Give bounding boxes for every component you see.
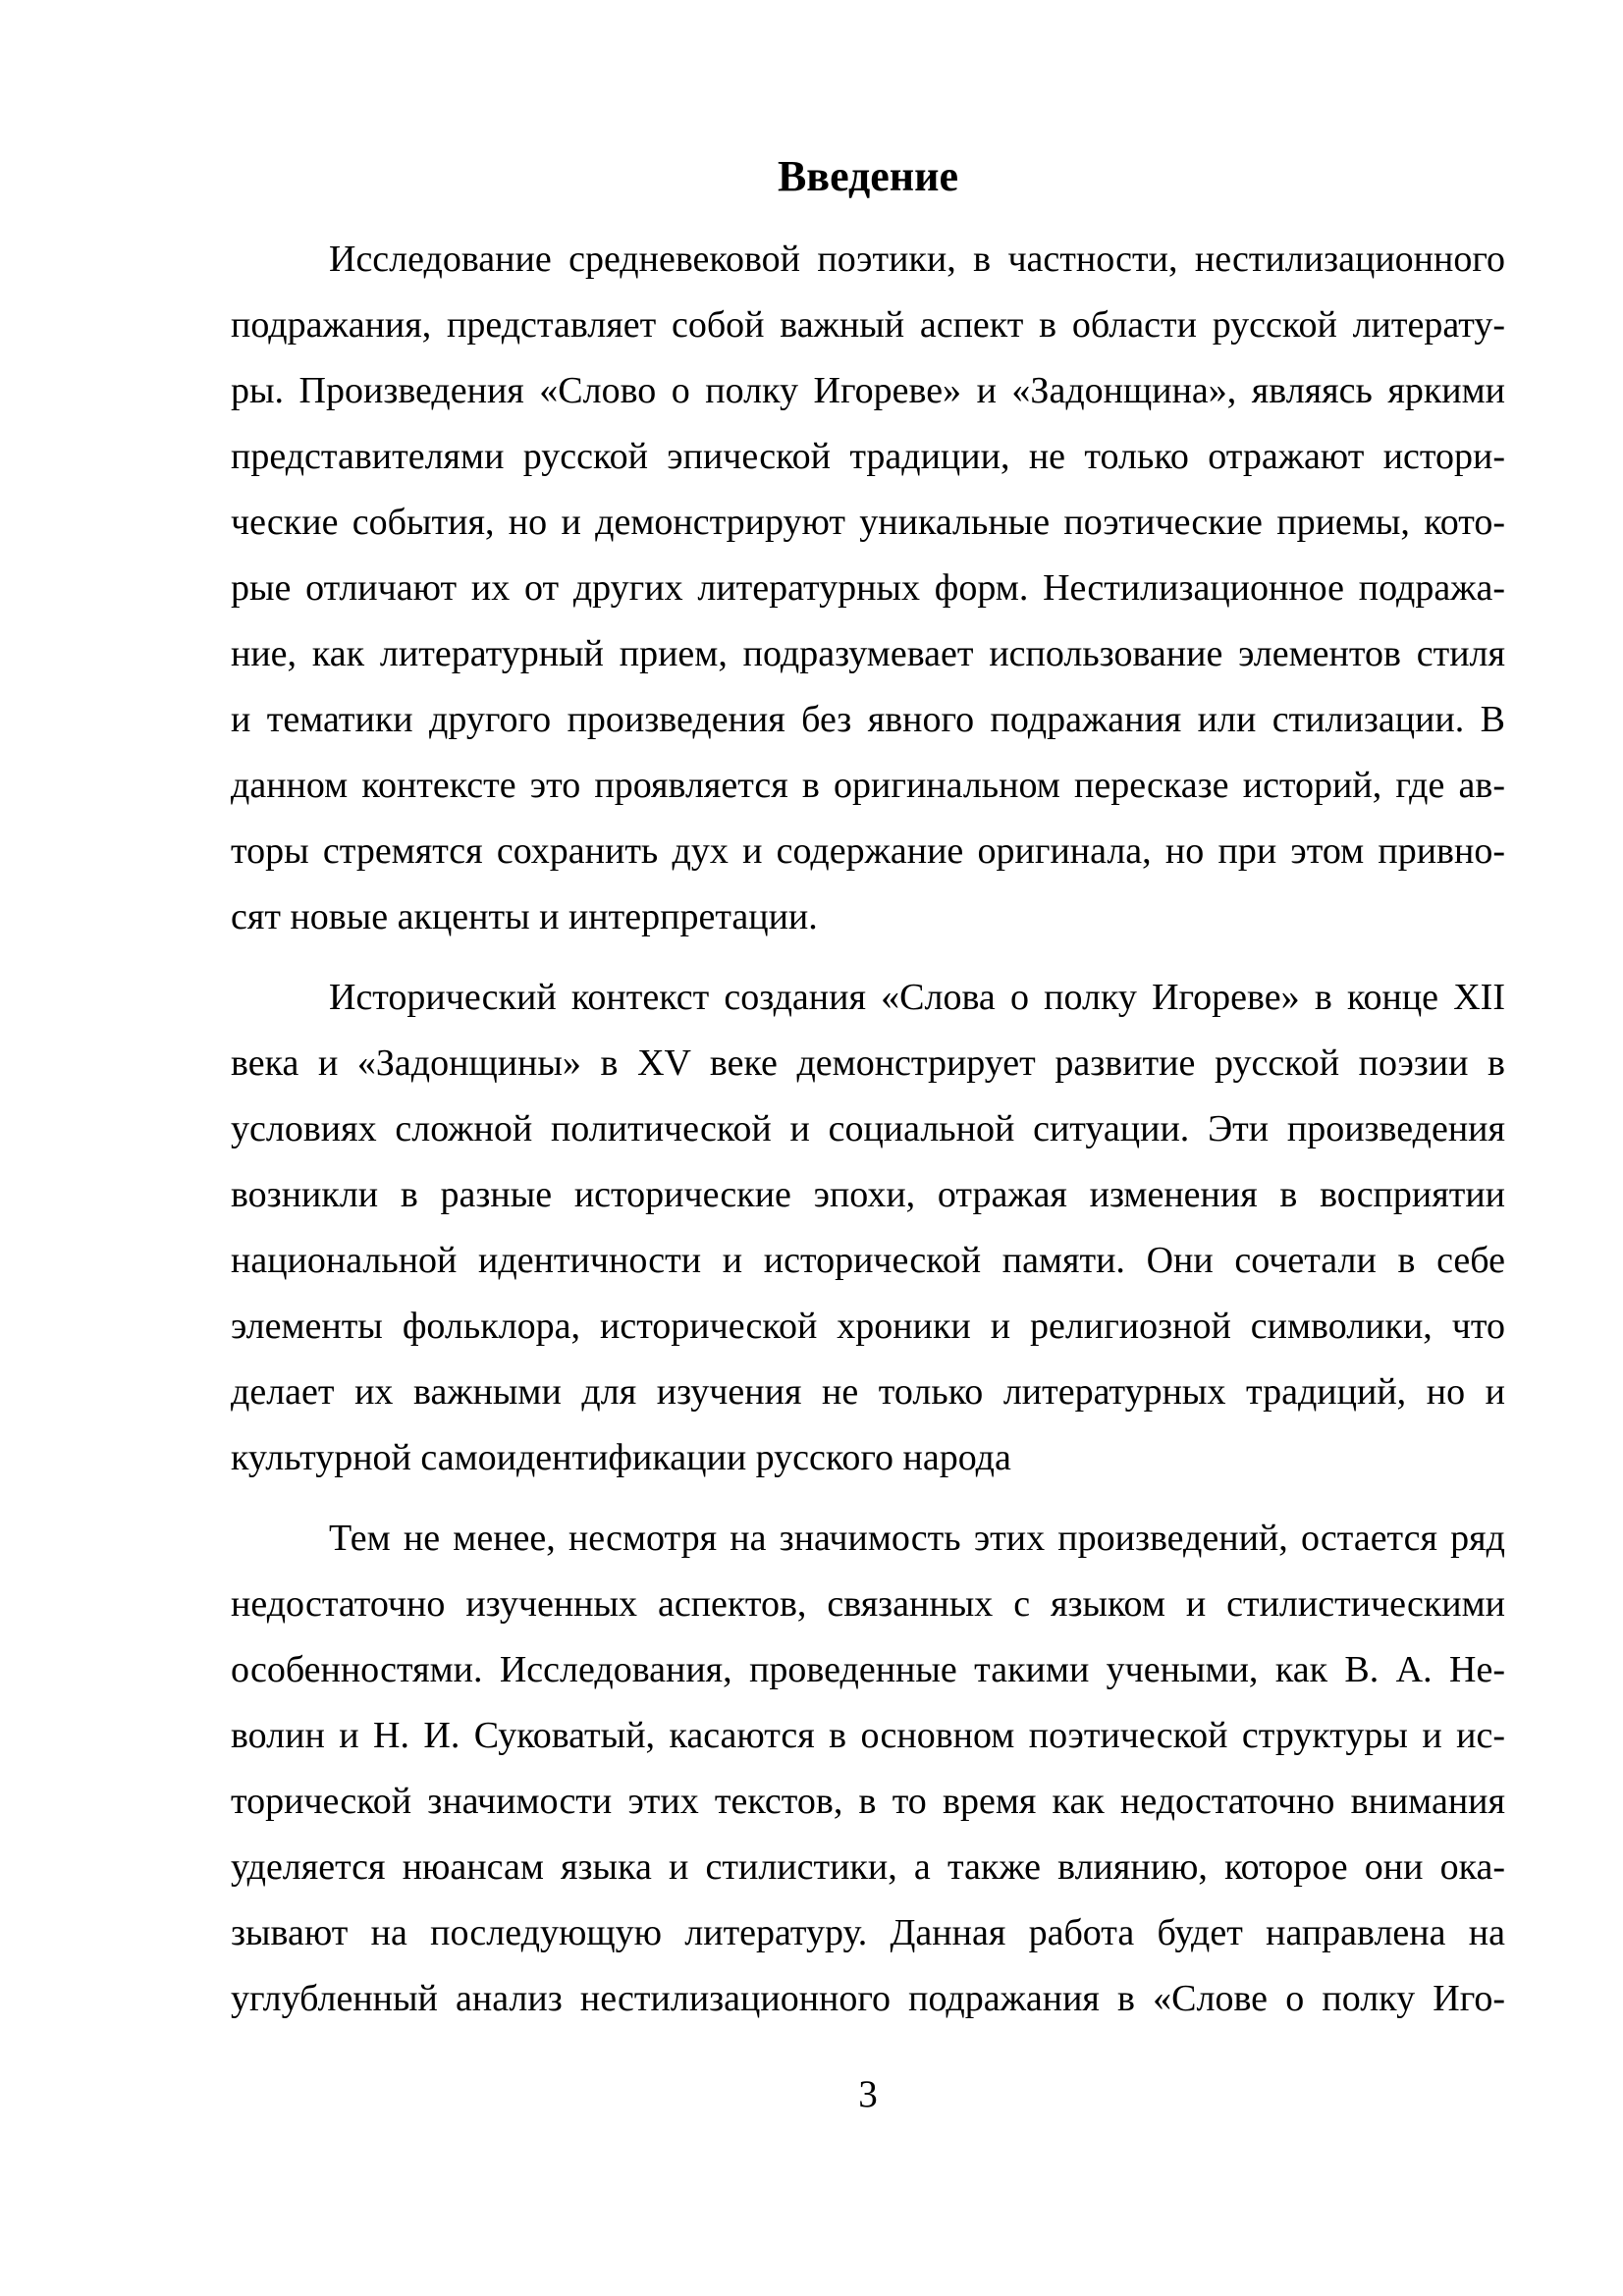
paragraph [231, 965, 1505, 1491]
text-line: ческие события, но и демонстрируют уникальные поэтические приемы, кото- [231, 502, 1505, 543]
paragraph [231, 1506, 1505, 2032]
text-line: торической значимости этих текстов, в то время как недостаточно внимания [231, 1781, 1505, 1822]
text-line: Тем не менее, несмотря на значимость этих произведений, остается ряд [329, 1518, 1505, 1559]
page-title: Введение [777, 152, 959, 200]
text-line: Исследование средневековой поэтики, в частности, нестилизационного [329, 239, 1505, 280]
text-line: Исторический контекст создания «Слова о полку Игореве» в конце XII [329, 977, 1505, 1018]
text-line: данном контексте это проявляется в оригинальном пересказе историй, где ав- [231, 765, 1505, 806]
text-line: уделяется нюансам языка и стилистики, а также влиянию, которое они ока- [231, 1846, 1505, 1888]
text-line: возникли в разные исторические эпохи, отражая изменения в восприятии [231, 1174, 1505, 1215]
paragraph [231, 227, 1505, 950]
text-line: национальной идентичности и исторической памяти. Они сочетали в себе [231, 1240, 1505, 1281]
text-line: подражания, представляет собой важный аспект в области русской литерату- [231, 304, 1505, 346]
text-line: и тематики другого произведения без явного подражания или стилизации. В [231, 699, 1505, 740]
page-number: 3 [858, 2073, 878, 2115]
text-block [0, 143, 1623, 2032]
text-line: углубленный анализ нестилизационного подражания в «Слове о полку Иго- [231, 1978, 1505, 2019]
text-line: условиях сложной политической и социальной ситуации. Эти произведения [231, 1108, 1505, 1149]
body-text [231, 209, 1505, 2032]
text-line: недостаточно изученных аспектов, связанных с языком и стилистическими [231, 1583, 1505, 1625]
text-line: сят новые акценты и интерпретации. [231, 896, 818, 937]
text-line: ние, как литературный прием, подразумевает использование элементов стиля [231, 633, 1505, 674]
text-line: культурной самоидентификации русского народа [231, 1437, 1011, 1478]
text-line: ры. Произведения «Слово о полку Игореве» и «Задонщина», являясь яркими [231, 370, 1505, 411]
text-line: представителями русской эпической традиции, не только отражают истори- [231, 436, 1505, 477]
text-line: рые отличают их от других литературных форм. Нестилизационное подража- [231, 567, 1505, 609]
text-line: элементы фольклора, исторической хроники и религиозной символики, что [231, 1306, 1505, 1347]
text-line: века и «Задонщины» в XV веке демонстрирует развитие русской поэзии в [231, 1042, 1505, 1084]
text-line: зывают на последующую литературу. Данная работа будет направлена на [231, 1912, 1505, 1953]
text-line: волин и Н. И. Суковатый, касаются в основном поэтической структуры и ис- [231, 1715, 1505, 1756]
text-line: делает их важными для изучения не только литературных традиций, но и [231, 1371, 1505, 1413]
text-line: торы стремятся сохранить дух и содержание оригинала, но при этом привно- [231, 830, 1505, 872]
text-line: особенностями. Исследования, проведенные такими учеными, как В. А. Не- [231, 1649, 1505, 1690]
